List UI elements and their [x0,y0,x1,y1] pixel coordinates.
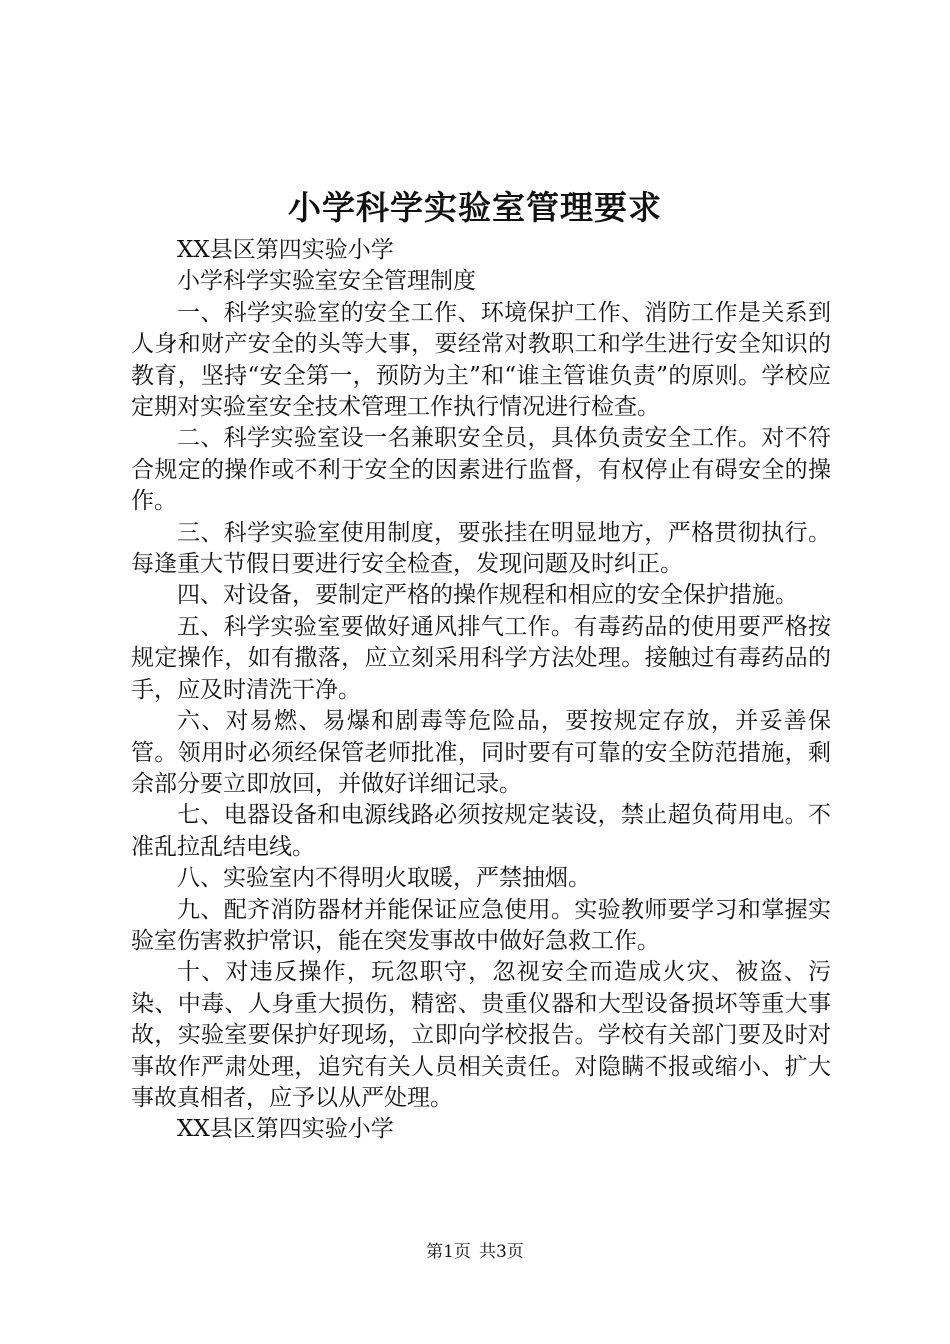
page-total: 共3页 [479,1242,524,1262]
page-number: 第1页 [426,1242,471,1262]
paragraph-4: 四、对设备，要制定严格的操作规程和相应的安全保护措施。 [177,582,798,609]
paragraph-7: 七、电器设备和电源线路必须按规定装设，禁止超负荷用电。不准乱拉乱结电线。 [131,802,831,860]
document-title: 小学科学实验室管理要求 [288,188,662,227]
paragraph-5: 五、科学实验室要做好通风排气工作。有毒药品的使用要严格按规定操作，如有撒落，应立刻采用科学方法处理。接触过有毒药品的手，应及时清洗干净。 [131,613,831,703]
paragraph-2: 二、科学实验室设一名兼职安全员，具体负责安全工作。对不符合规定的操作或不利于安全的因素进行监督，有权停止有碍安全的操作。 [131,425,831,515]
paragraph-9: 九、配齐消防器材并能保证应急使用。实验教师要学习和掌握实验室伤害救护常识，能在突发事故中做好急救工作。 [131,896,831,954]
paragraph-10: 十、对违反操作，玩忽职守，忽视安全而造成火灾、被盗、污染、中毒、人身重大损伤，精密、贵重仪器和大型设备损坏等重大事故，实验室要保护好现场，立即向学校报告。学校有关部门要及时对事故作严肃处理，追究有关人员相关责任。对隐瞒不报或缩小、扩大事故真相者，应予以从严处理。 [131,959,831,1111]
paragraph-3: 三、科学实验室使用制度，要张挂在明显地方，严格贯彻执行。每逢重大节假日要进行安全检查，发现问题及时纠正。 [131,519,831,578]
school-header: XX县区第四实验小学 [177,237,394,263]
document-subtitle: 小学科学实验室安全管理制度 [177,268,476,295]
document-body [131,235,831,1146]
school-footer: XX县区第四实验小学 [177,1116,394,1143]
paragraph-6: 六、对易燃、易爆和剧毒等危险品，要按规定存放，并妥善保管。领用时必须经保管老师批准，同时要有可靠的安全防范措施，剩余部分要立即放回，并做好详细记录。 [131,708,831,797]
paragraph-1: 一、科学实验室的安全工作、环境保护工作、消防工作是关系到人身和财产安全的头等大事，要经常对教职工和学生进行安全知识的教育，坚持“安全第一，预防为主”和“谁主管谁负责”的原则。学校应定期对实验室安全技术管理工作执行情况进行检查。 [131,299,831,421]
page-footer [0,1240,950,1264]
paragraph-8: 八、实验室内不得明火取暖，严禁抽烟。 [177,865,591,892]
